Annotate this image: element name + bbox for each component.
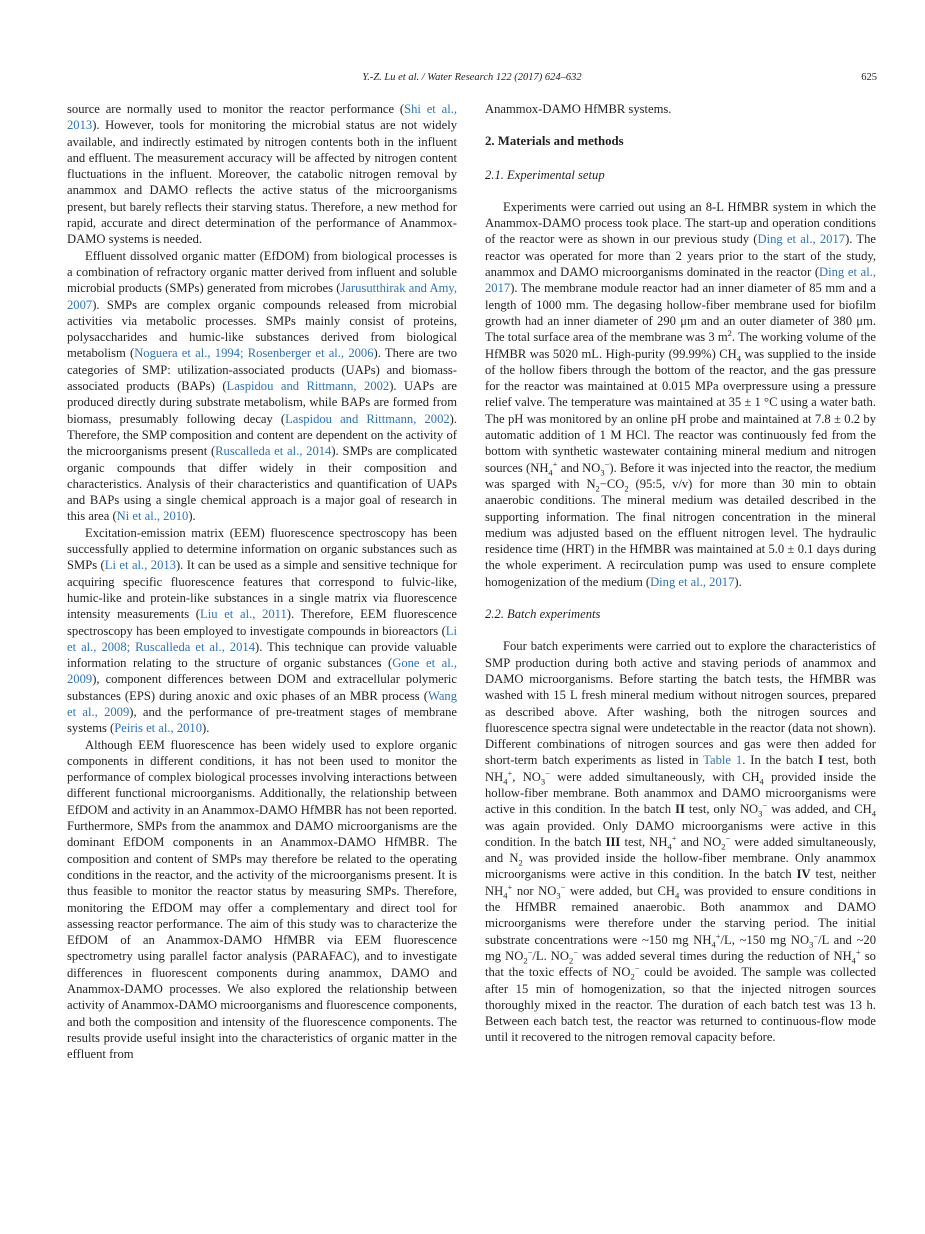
citation-link[interactable]: Ding et al., 2017	[485, 265, 876, 296]
subscript: 2	[595, 483, 600, 494]
text-span: nor NO	[512, 883, 557, 898]
page-number: 625	[861, 72, 877, 83]
citation-link[interactable]: Li et al., 2008; Ruscalleda et al., 2014	[67, 623, 457, 654]
subscript: 2	[523, 955, 528, 966]
batch-label: IV	[796, 867, 811, 882]
table-link[interactable]: Table 1	[703, 753, 743, 768]
paragraph-eem	[67, 525, 457, 737]
batch-label: II	[675, 802, 685, 817]
text-span: ), component differences between DOM and extracellular polymeric substances (EPS) during anoxic and oxic phases of an MBR process (	[67, 672, 457, 703]
paragraph-intro-continued	[67, 101, 457, 248]
text-span: −CO	[599, 476, 625, 491]
text-span: was provided inside the hollow-fiber membrane. Only anammox microorganisms were active in this condition. In the batch	[485, 851, 876, 882]
text-span: so that the toxic effects of NO	[485, 948, 876, 980]
subscript: 3	[540, 776, 546, 787]
citation-link[interactable]: Jarusutthirak and Amy, 2007	[67, 281, 458, 312]
citation-link[interactable]: Li et al., 2013	[104, 558, 176, 573]
text-span: ). The membrane module reactor had an inner diameter of 85 mm and a length of 1000 mm. The degasing hollow-fiber membrane used for biofilm growth had an inner diameter of 290 μm and an outer diameter of 380 μm. The total surface area of the membrane was 3 m	[485, 281, 876, 345]
page-header	[67, 72, 877, 88]
superscript: +	[855, 946, 861, 957]
citation-link[interactable]: Peiris et al., 2010	[114, 721, 203, 736]
citation-link[interactable]: Liu et al., 2011	[200, 607, 287, 622]
citation-link[interactable]: Noguera et al., 1994; Rosenberger et al., 2006	[134, 346, 374, 361]
subscript: 3	[809, 939, 814, 950]
text-span: ). Therefore, EEM fluorescence spectroscopy has been employed to investigate compounds in bioreactors (	[67, 607, 457, 638]
subscript: 4	[871, 808, 877, 819]
text-span: Excitation-emission matrix (EEM) fluorescence spectroscopy has been successfully applied to determine information on organic substances such as SMPs (	[67, 525, 457, 573]
text-span: test, both NH	[485, 753, 877, 784]
text-span: , NO	[512, 769, 541, 784]
batch-label: III	[605, 834, 621, 849]
text-span: ). This technique can provide valuable information relating to the structure of organic substances (	[67, 639, 457, 671]
subscript: 2	[568, 955, 574, 966]
subsection-heading-setup: 2.1. Experimental setup	[485, 167, 605, 182]
citation-link[interactable]: Ding et al., 2017	[650, 574, 735, 589]
superscript: +	[507, 767, 513, 778]
paragraph-aim	[67, 737, 457, 1063]
subscript: 4	[759, 776, 764, 787]
superscript: +	[507, 881, 513, 892]
text-span: source are normally used to monitor the reactor performance (	[67, 102, 405, 116]
superscript: 2	[727, 328, 732, 339]
superscript: +	[671, 832, 677, 843]
text-span: test, neither NH	[485, 867, 876, 898]
text-span: ). However, tools for monitoring the microbial status are not widely available, and indirectly estimated by nitrogen contents both in the influent and effluent. The measurement accuracy will be affected by nitrogen content fluctuations in the influent. Moreover, the catabolic nitrogen removal by anammox and DAMO reflects the active status of the microorganisms present, but barely reflects their starving status. Therefore, a new method for rapid, accurate and direct determination of the performance of Anammox-DAMO systems is needed.	[67, 118, 457, 247]
superscript: +	[552, 458, 558, 469]
text-span: ). The reactor was operated for more than 2 years prior to the start of the study, anammox and DAMO microorganisms dominated in the reactor (	[485, 232, 876, 280]
text-span: ). UAPs are produced directly during substrate metabolism, while BAPs are formed from biomass, presumably following decay (	[67, 379, 457, 426]
text-span: Experiments were carried out using an 8-L HfMBR system in which the Anammox-DAMO process took place. The start-up and operation conditions of the reactor were as shown in our previous study (	[485, 199, 876, 247]
subscript: 4	[503, 776, 508, 787]
text-span: were added simultaneously, with CH	[549, 769, 760, 784]
text-span: ). SMPs are complex organic compounds released from microbial activities via metabolic processes. SMPs mainly consist of proteins, polysaccharides and humic-like substances derived from biological metabolism (	[67, 297, 457, 361]
subscript: 4	[548, 467, 553, 478]
text-span: was added several times during the reduction of NH	[578, 948, 852, 963]
text-span: /L, ~150 mg NO	[720, 932, 810, 947]
superscript: −	[762, 800, 768, 811]
superscript: −	[634, 963, 640, 974]
text-span: was supplied to the inside of the hollow fibers through the bottom of the reactor, and the gas pressure for the reactor was maintained at 0.015 MPa overpressure using a pressure relief valve. The temperature was maintained at 35 ± 1 °C using a water bath. The pH was monitored by an online pH probe and maintained at 7.8 ± 0.2 by automatic addition of 1 M HCl. The reactor was continuously fed from the bottom with synthetic wastewater containing mineral medium and nitrogen sources (NH	[485, 346, 876, 475]
text-span: and NO	[676, 834, 722, 849]
text-span: /L. NO	[532, 948, 569, 963]
superscript: +	[715, 930, 721, 941]
text-span: test, only NO	[684, 802, 759, 817]
text-span: Four batch experiments were carried out to explore the characteristics of SMP production during both active and staving periods of anammox and DAMO microorganisms. Before starting the batch tests, the HfMBR was washed with 15 L fresh mineral medium without nitrogen sources, prepared as described above. After washing, both the nitrogen sources and fluorescence spectra signal were undetectable in the reactor (data not shown). Different combinations of nitrogen sources and gas were then added for short-term batch experiments as listed in	[485, 639, 876, 768]
section-heading: 2. Materials and methods	[485, 134, 624, 149]
text-span: could be avoided. The sample was collected after 15 min of homogenization, so that the injected nitrogen sources thoroughly mixed in the reactor. The duration of each batch test was 13 h. Between each batch test, the reactor was returned to continuous-flow mode until it recovered to the nitrogen removal capacity before.	[485, 965, 877, 1045]
superscript: −	[527, 946, 533, 957]
subscript: 2	[518, 857, 523, 868]
text-span: . The working volume of the HfMBR was 5020 mL. High-purity (99.99%) CH	[485, 330, 876, 361]
subscript: 4	[736, 353, 742, 364]
citation-link[interactable]: Laspidou and Rittmann, 2002	[226, 379, 390, 394]
subscript: 4	[503, 890, 508, 901]
text-span: was again provided. Only DAMO microorganisms were active in this condition. In the batch	[485, 818, 876, 849]
text-span: ). There are two categories of SMP: utilization-associated products (UAPs) and biomass-associated products (BAPs) (	[67, 346, 458, 394]
superscript: −	[813, 930, 819, 941]
text-span: were added, but CH	[565, 883, 676, 898]
subscript: 3	[600, 467, 605, 478]
text-span: provided inside the hollow-fiber membrane. Both anammox and DAMO microorganisms were active in this condition. In the batch	[485, 769, 876, 817]
text-span: ).	[734, 574, 742, 589]
citation-link[interactable]: Ni et al., 2010	[116, 509, 189, 524]
paragraph-experimental-setup	[485, 199, 876, 590]
text-span: /L and ~20 mg NO	[485, 932, 876, 963]
spacer	[485, 590, 876, 606]
text-span: was added, and CH	[767, 802, 872, 817]
superscript: −	[725, 832, 731, 843]
superscript: −	[560, 881, 566, 892]
superscript: −	[573, 946, 579, 957]
subscript: 3	[556, 890, 561, 901]
batch-label: I	[818, 753, 824, 768]
text-span: and NO	[557, 460, 601, 475]
subscript: 4	[675, 890, 680, 901]
text-span: ). Therefore, the SMP composition and content are dependent on the activity of the microorganisms present (	[67, 411, 458, 459]
text-span: . In the batch	[742, 753, 819, 768]
text-span: Although EEM fluorescence has been widely used to explore organic components in different conditions, it has not been used to monitor the performance of complex biological processes involving interactions between different functional microorganisms. Additionally, the relationship between EfDOM and activity in an Anammox-DAMO HfMBR has not been reported. Furthermore, SMPs from the anammox and DAMO microorganisms are the dominant EfDOM components in an Anammox-DAMO HfMBR. The composition and content of SMPs may therefore be related to the operating conditions in the reactor, and the activity of the microorganisms present. It is thus feasible to monitor the reactor status by measuring SMPs. Therefore, monitoring the EfDOM may offer a complementary and direct tool for assessing reactor performance. The aim of this study was to characterize the EfDOM of an Anammox-DAMO HfMBR via EEM fluorescence spectrometry using parallel factor analysis (PARAFAC), and to investigate differences in fluorescent components during anammox, DAMO and Anammox-DAMO processes. We also explored the relationship between activity of Anammox-DAMO microorganisms and fluorescence components, and both the composition and intensity of the fluorescence components. The results provide useful insight into the characteristics of organic matter in the effluent from	[67, 737, 457, 1062]
citation-link[interactable]: Laspidou and Rittmann, 2002	[285, 411, 450, 426]
subscript: 2	[624, 483, 629, 494]
text-span: were added simultaneously, and N	[485, 834, 877, 866]
text-span: ). Before it was injected into the reactor, the medium was sparged with N	[485, 460, 876, 491]
running-head: Y.-Z. Lu et al. / Water Research 122 (2017) 624–632	[362, 72, 582, 83]
left-column	[67, 101, 457, 1063]
superscript: −	[604, 458, 610, 469]
paragraph-efdom	[67, 248, 457, 525]
text-span: ). SMPs are complicated organic compounds that differ widely in their composition and characteristics. Analysis of their characteristics and quantification of UAPs and BAPs using a single chemical approach is a major goal of research in this area (	[67, 444, 458, 524]
subsection-heading-batch: 2.2. Batch experiments	[485, 607, 601, 622]
subscript: 2	[630, 971, 635, 982]
superscript: −	[545, 767, 550, 778]
text-span: ).	[202, 721, 210, 736]
subscript: 4	[851, 955, 856, 966]
subscript: 4	[711, 939, 716, 950]
text-span: ). It can be used as a simple and sensitive technique for acquiring specific fluorescence features that correspond to fulvic-like, humic-like and protein-like substances in a single matrix via fluorescence intensity measurements (	[67, 558, 458, 622]
text-span: (95:5, v/v) for more than 30 min to obtain anaerobic conditions. The mineral medium was detailed described in the supporting information. The final nitrogen concentration in the mineral medium was adjusted based on the effluent nitrogen level. The hydraulic residence time (HRT) in the HfMBR was maintained at 5.0 ± 0.1 days during the whole experiment. A recirculation pump was used to ensure complete homogenization of the medium (	[485, 476, 876, 589]
subscript: 3	[758, 808, 763, 819]
subscript: 4	[667, 841, 672, 852]
paragraph-continuation: Anammox-DAMO HfMBR systems.	[485, 102, 672, 116]
right-column	[485, 101, 876, 1046]
citation-link[interactable]: Ruscalleda et al., 2014	[215, 444, 332, 459]
text-span: Effluent dissolved organic matter (EfDOM) from biological processes is a combination of refractory organic matter derived from influent and soluble microbial products (SMPs) generated from microbes (	[67, 248, 457, 296]
citation-link[interactable]: Ding et al., 2017	[757, 232, 846, 247]
paragraph-batch-experiments	[485, 638, 876, 1045]
citation-link[interactable]: Shi et al., 2013	[67, 102, 457, 133]
citation-link[interactable]: Wang et al., 2009	[67, 688, 457, 719]
text-span: ).	[188, 509, 196, 524]
text-span: was provided to ensure conditions in the HfMBR remained anaerobic. Both anammox and DAMO microorganisms were therefore under the starving period. The initial substrate concentrations were ~150 mg NH	[485, 883, 876, 947]
subscript: 2	[721, 841, 726, 852]
text-span: test, NH	[620, 834, 668, 849]
text-span: ), and the performance of pre-treatment stages of membrane systems (	[67, 704, 457, 736]
citation-link[interactable]: Gone et al., 2009	[67, 656, 457, 687]
